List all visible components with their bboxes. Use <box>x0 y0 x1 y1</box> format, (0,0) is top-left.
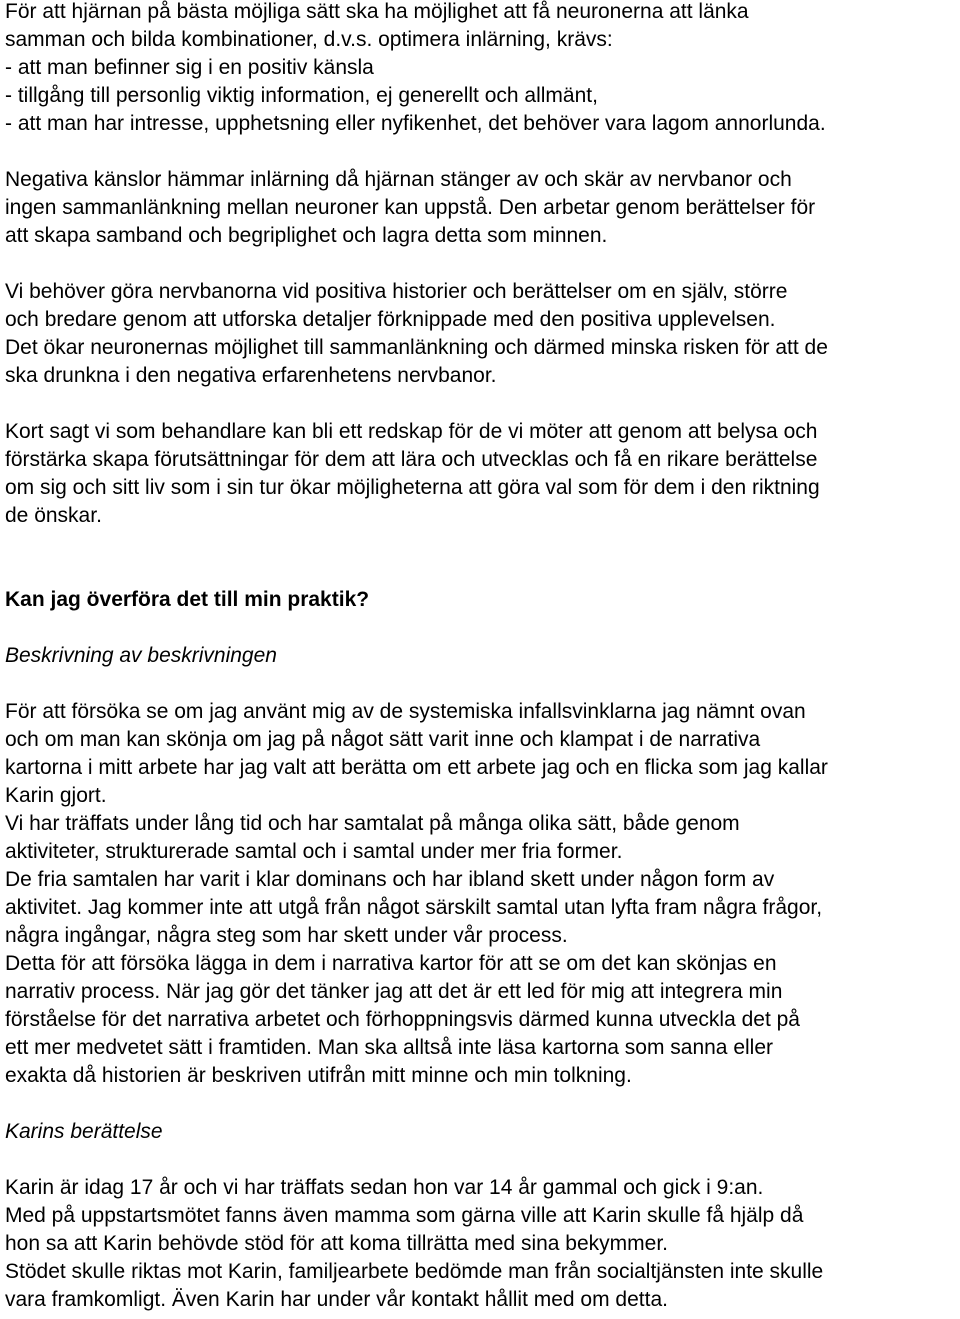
paragraph-line: Karin är idag 17 år och vi har träffats sedan hon var 14 år gammal och gick i 9:an. <box>5 1176 764 1199</box>
paragraph-line: aktiviteter, strukturerade samtal och i samtal under mer fria former. <box>5 840 623 863</box>
paragraph-line: För att försöka se om jag använt mig av de systemiska infallsvinklarna jag nämnt ovan <box>5 700 806 723</box>
subsection-heading: Beskrivning av beskrivningen <box>5 644 277 667</box>
paragraph-line: exakta då historien är beskriven utifrån mitt minne och min tolkning. <box>5 1064 632 1087</box>
paragraph-line: ingen sammanlänkning mellan neuroner kan uppstå. Den arbetar genom berättelser för <box>5 196 816 219</box>
section-heading: Kan jag överföra det till min praktik? <box>5 588 370 611</box>
paragraph-line: Med på uppstartsmötet fanns även mamma som gärna ville att Karin skulle få hjälp då <box>5 1204 804 1227</box>
paragraph-line: några ingångar, några steg som har skett under vår process. <box>5 924 568 947</box>
paragraph-line: och om man kan skönja om jag på något sätt varit inne och klampat i de narrativa <box>5 728 761 751</box>
paragraph-line: Detta för att försöka lägga in dem i narrativa kartor för att se om det kan skönjas en <box>5 952 777 975</box>
paragraph-line: Negativa känslor hämmar inlärning då hjärnan stänger av och skär av nervbanor och <box>5 168 792 191</box>
paragraph-line: ett mer medvetet sätt i framtiden. Man ska alltså inte läsa kartorna som sanna eller <box>5 1036 774 1059</box>
subsection-heading: Karins berättelse <box>5 1120 163 1143</box>
paragraph-line: hon sa att Karin behövde stöd för att koma tillrätta med sina bekymmer. <box>5 1232 668 1255</box>
paragraph-line: Det ökar neuronernas möjlighet till sammanlänkning och därmed minska risken för att de <box>5 336 828 359</box>
list-item: - tillgång till personlig viktig information, ej generellt och allmänt, <box>5 84 598 107</box>
paragraph-line: De fria samtalen har varit i klar dominans och har ibland skett under någon form av <box>5 868 775 891</box>
paragraph-line: Kort sagt vi som behandlare kan bli ett redskap för de vi möter att genom att belysa och <box>5 420 818 443</box>
paragraph-line: För att hjärnan på bästa möjliga sätt ska ha möjlighet att få neuronerna att länka <box>5 0 749 23</box>
paragraph-line: Vi behöver göra nervbanorna vid positiva historier och berättelser om en själv, större <box>5 280 788 303</box>
paragraph-line: kartorna i mitt arbete har jag valt att berätta om ett arbete jag och en flicka som jag kallar <box>5 756 828 779</box>
paragraph-line: förståelse för det narrativa arbetet och förhoppningsvis därmed kunna utveckla det på <box>5 1008 800 1031</box>
paragraph-line: de önskar. <box>5 504 102 527</box>
paragraph-line: ska drunkna i den negativa erfarenhetens nervbanor. <box>5 364 497 387</box>
list-item: - att man befinner sig i en positiv känsla <box>5 56 374 79</box>
paragraph-line: och bredare genom att utforska detaljer förknippade med den positiva upplevelsen. <box>5 308 776 331</box>
list-item: - att man har intresse, upphetsning eller nyfikenhet, det behöver vara lagom annorlunda. <box>5 112 826 135</box>
paragraph-line: Stödet skulle riktas mot Karin, familjearbete bedömde man från socialtjänsten inte skulle <box>5 1260 824 1283</box>
paragraph-line: aktivitet. Jag kommer inte att utgå från något särskilt samtal utan lyfta fram några frågor, <box>5 896 823 919</box>
paragraph-line: vara framkomligt. Även Karin har under vår kontakt hållit med om detta. <box>5 1288 668 1311</box>
paragraph-line: att skapa samband och begriplighet och lagra detta som minnen. <box>5 224 608 247</box>
paragraph-line: narrativ process. När jag gör det tänker jag att det är ett led för mig att integrera min <box>5 980 783 1003</box>
paragraph-line: samman och bilda kombinationer, d.v.s. optimera inlärning, krävs: <box>5 28 613 51</box>
paragraph-line: Vi har träffats under lång tid och har samtalat på många olika sätt, både genom <box>5 812 740 835</box>
paragraph-line: förstärka skapa förutsättningar för dem att lära och utvecklas och få en rikare berättelse <box>5 448 818 471</box>
paragraph-line: Karin gjort. <box>5 784 107 807</box>
paragraph-line: om sig och sitt liv som i sin tur ökar möjligheterna att göra val som för dem i den riktning <box>5 476 820 499</box>
